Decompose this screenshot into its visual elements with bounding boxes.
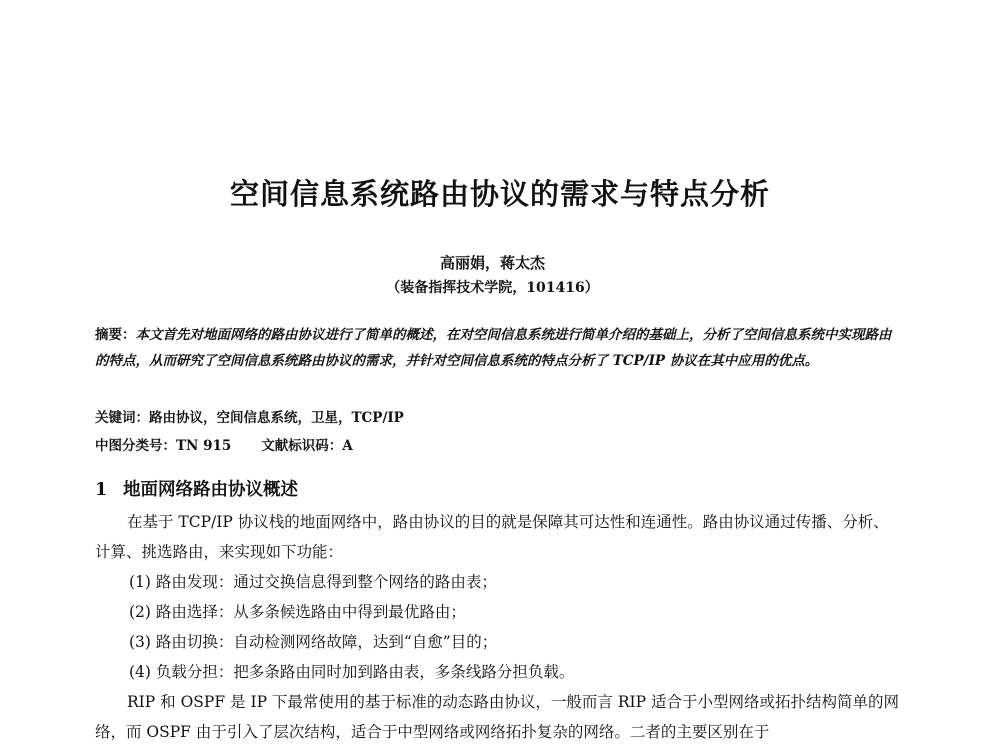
list-item: (3) 路由切换：自动检测网络故障，达到“自愈”目的；: [129, 633, 498, 651]
abstract-label: 摘要：: [95, 327, 136, 343]
class-label: 中图分类号：: [95, 438, 176, 454]
classification-row: [95, 434, 900, 454]
body-text: [95, 507, 900, 747]
doccode-value: A: [342, 438, 353, 454]
list-item: (2) 路由选择：从多条候选路由中得到最优路由；: [129, 603, 466, 621]
paragraph: 在基于 TCP/IP 协议栈的地面网络中，路由协议的目的就是保障其可达性和连通性。路由协议通过传播、分析、计算、挑选路由，来实现如下功能：: [95, 513, 889, 561]
author-affiliation: （装备指挥技术学院，101416）: [386, 280, 599, 296]
list-item: (4) 负载分担：把多条路由同时加到路由表，多条线路分担负载。: [129, 663, 575, 681]
abstract-text: 本文首先对地面网络的路由协议进行了简单的概述，在对空间信息系统进行简单介绍的基础上，分析了空间信息系统中实现路由的特点，从而研究了空间信息系统路由协议的需求，并针对空间信息系统的特点分析了 TCP/IP 协议在其中应用的优点。: [95, 327, 892, 369]
paragraph: RIP 和 OSPF 是 IP 下最常使用的基于标准的动态路由协议，一般而言 RIP 适合于小型网络或拓扑结构简单的网络，而 OSPF 由于引入了层次结构，适合于中型网络或网络拓扑复杂的网络。二者的主要区别在于: [95, 693, 899, 741]
section-title: 地面网络路由协议概述: [123, 480, 298, 500]
author-list: 高丽娟，蒋太杰: [439, 254, 545, 272]
doccode-label: 文献标识码：: [261, 438, 343, 454]
list-item: (1) 路由发现：通过交换信息得到整个网络的路由表；: [129, 573, 497, 591]
abstract: [95, 322, 900, 374]
section-heading: [95, 476, 298, 501]
keywords-label: 关键词：: [95, 410, 149, 426]
class-value: TN 915: [176, 438, 232, 454]
paper-title: 空间信息系统路由协议的需求与特点分析: [229, 177, 770, 211]
keywords: [95, 406, 900, 426]
section-number: 1: [95, 480, 108, 500]
keywords-text: 路由协议，空间信息系统，卫星，TCP/IP: [149, 410, 404, 426]
